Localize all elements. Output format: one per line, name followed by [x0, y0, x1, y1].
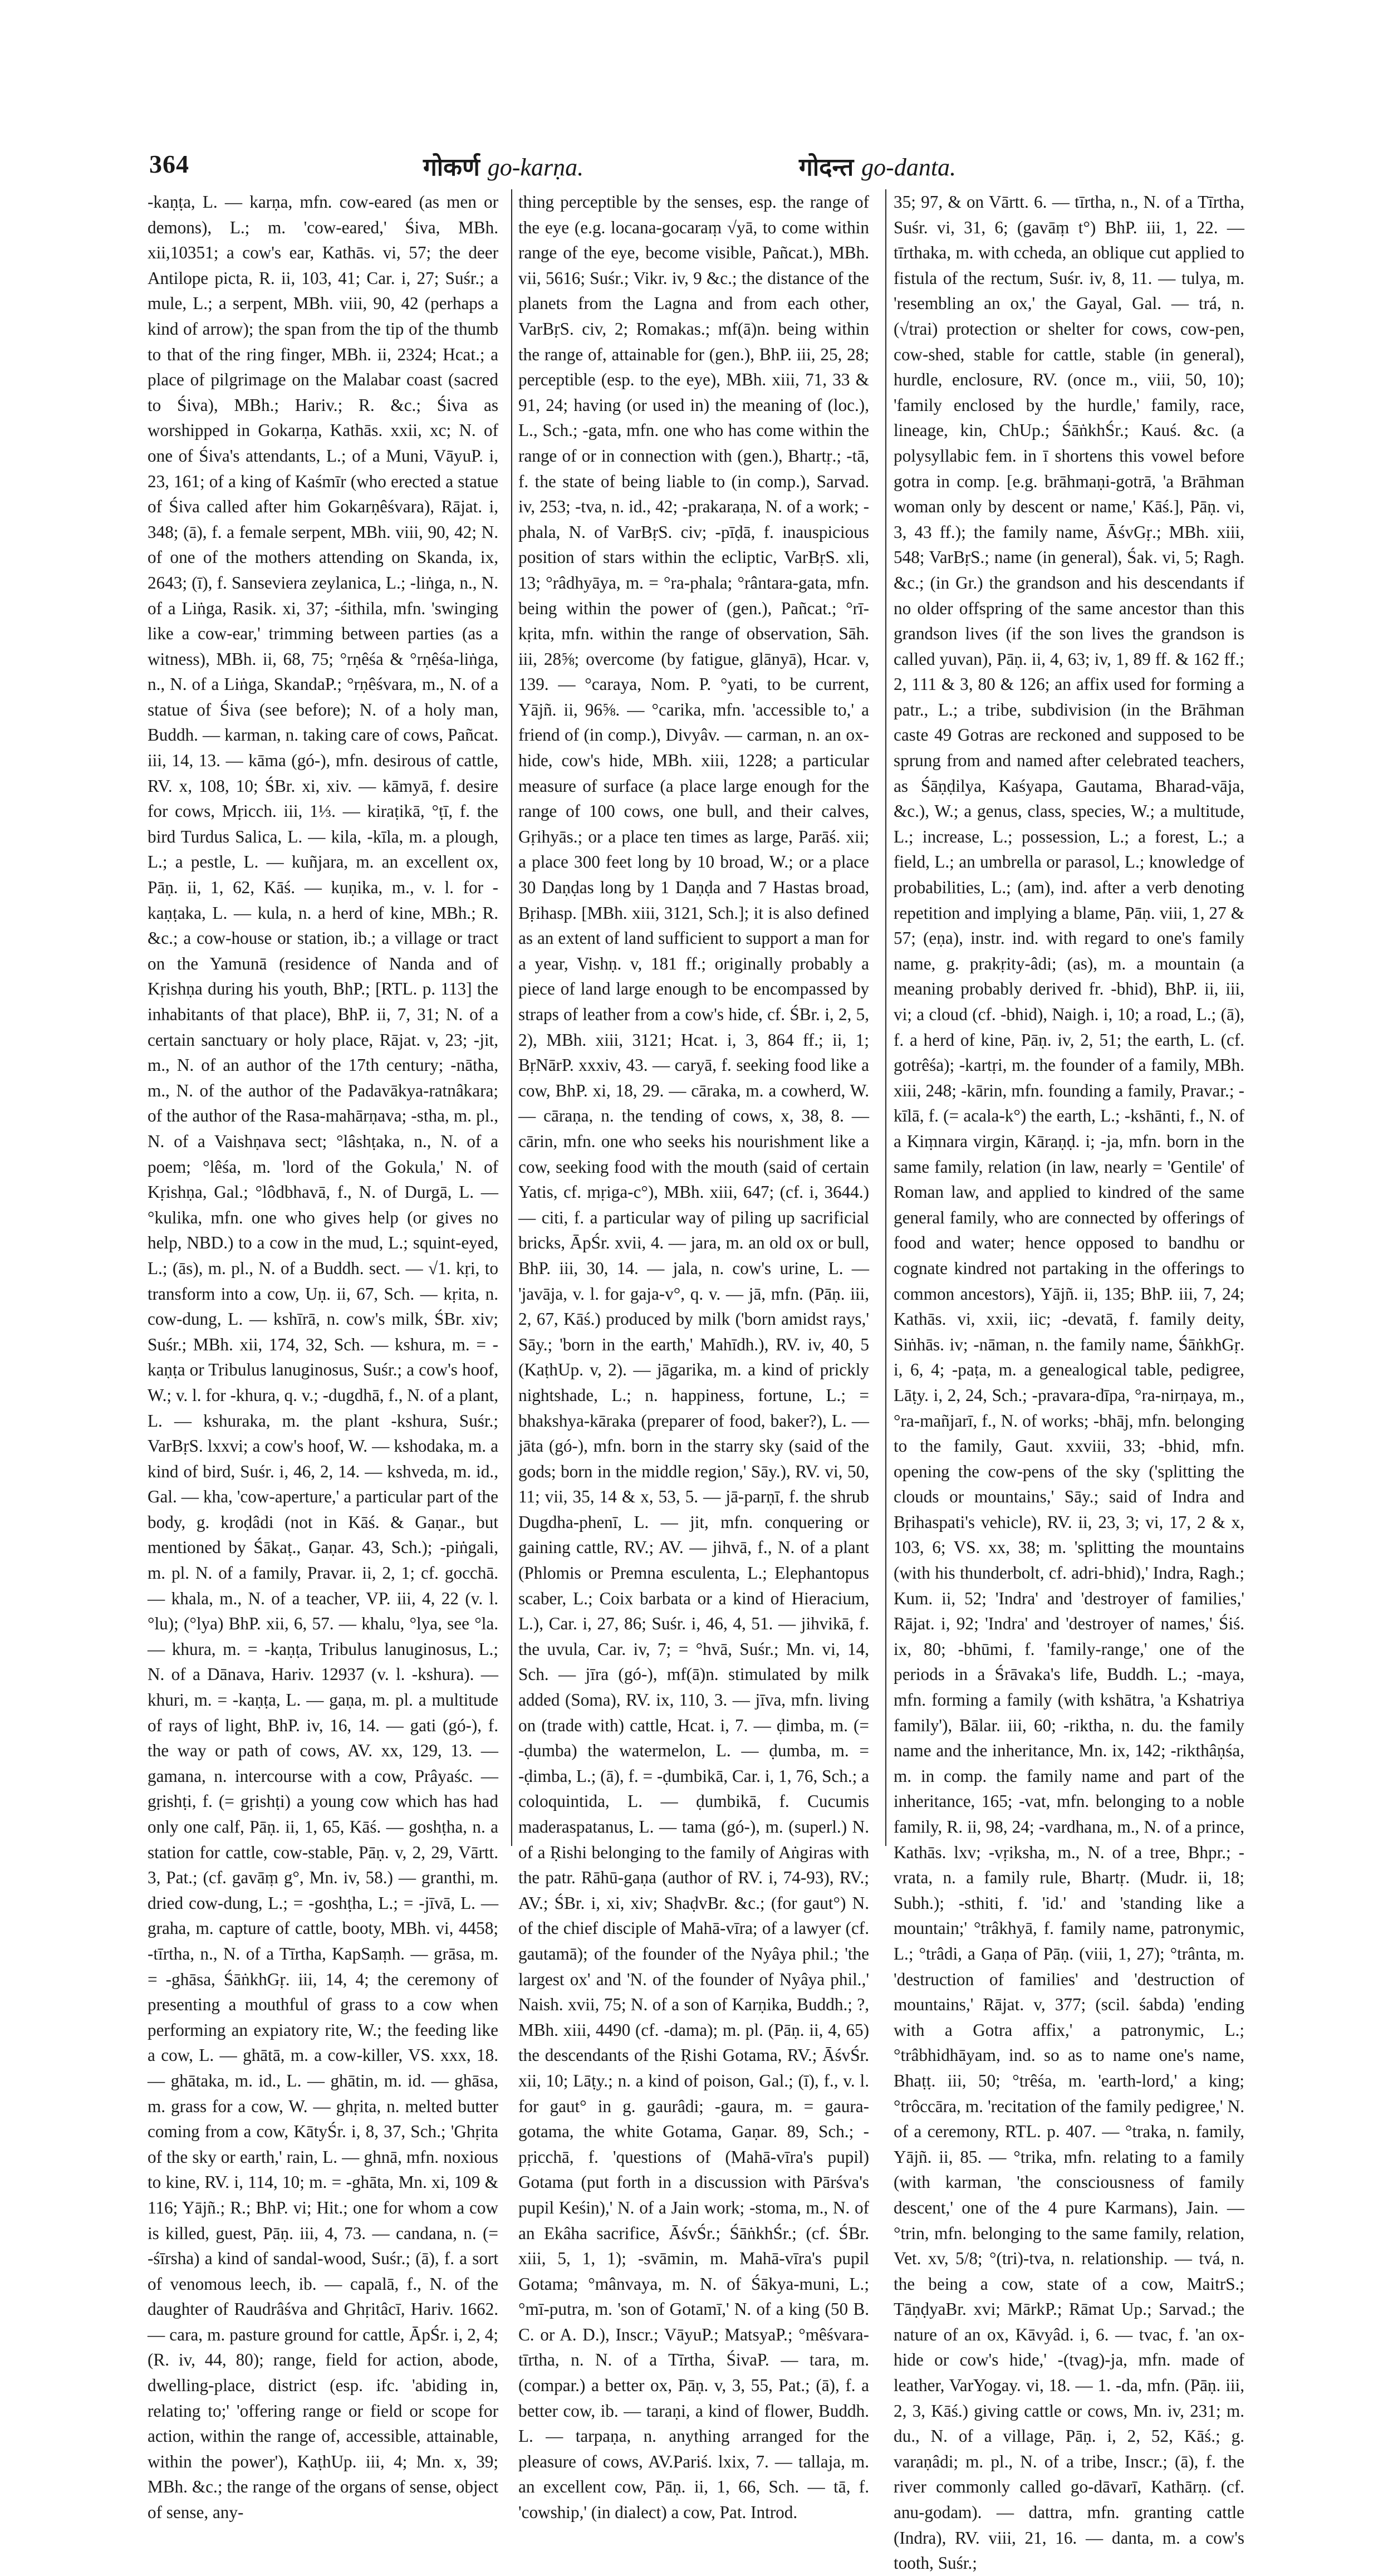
column-right-text: 35; 97, & on Vārtt. 6. — tīrtha, n., N. of a Tīrtha, Suśr. vi, 31, 6; (gavāṃ t°) BhP. iii, 1, 22. — tīrthaka, m. with ccheda, an oblique cut applied to fistula of the rectum, Suśr. iv, 8, 11. — tulya, m. 'resembling an ox,' the Gayal, Gal. — trá, n. (√trai) protection or shelter for cows, cow-pen, cow-shed, stable for cattle, stable (in general), hurdle, enclosure, RV. (once m., viii, 50, 10); 'family enclosed by the hurdle,' family, race, lineage, kin, ChUp.; ŚāṅkhŚr.; Kauś. &c. (a polysyllabic fem. in ī shortens this vowel before gotra in comp. [e.g. brāhmaṇi-gotrā, 'a Brāhman woman only by descent or name,' Kāś.], Pāṇ. vi, 3, 43 ff.); the family name, ĀśvGṛ.; MBh. xiii, 548; VarBṛS.; name (in general), Śak. vi, 5; Ragh. &c.; (in Gr.) the grandson and his descendants if no older offspring of the same ancestor than this grandson lives (if the son lives the grandson is called yuvan), Pāṇ. ii, 4, 63; iv, 1, 89 ff. & 162 ff.; 2, 111 & 3, 80 & 126; an affix used for forming a patr., L.; a tribe, subdivision (in the Brāhman caste 49 Gotras are reckoned and supposed to be sprung from and named after celebrated teachers, as Śāṇḍilya, Kaśyapa, Gautama, Bharad-vāja, &c.), W.; a genus, class, species, W.; a multitude, L.; increase, L.; possession, L.; a forest, L.; a field, L.; an umbrella or parasol, L.; knowledge of probabilities, L.; (am), ind. after a verb denoting repetition and implying a blame, Pāṇ. viii, 1, 27 & 57; (eṇa), instr. ind. with regard to one's family name, g. prakṛity-âdi; (as), m. a mountain (a meaning probably derived fr. -bhid), BhP. ii, iii, vi; a cloud (cf. -bhid), Naigh. i, 10; a road, L.; (ā), f. a herd of kine, Pāṇ. iv, 2, 51; the earth, L. (cf. gotrêśa); -kartṛi, m. the founder of a family, MBh. xiii, 248; -kārin, mfn. founding a family, Pravar.; -kīlā, f. (= acala-k°) the earth, L.; -kshānti, f., N. of a Kiṃnara virgin, Kāraṇḍ. i; -ja, mfn. born in the same family, relation (in law, nearly = 'Gentile' of Roman law, and applied to kindred of the same general family, who are connected by offerings of food and water; hence opposed to bandhu or cognate kindred not partaking in the offerings to common ancestors), Yājñ. ii, 135; BhP. iii, 7, 24; Kathās. vi, xxii, iic; -devatā, f. family deity, Siṅhās. iv; -nāman, n. the family name, ŚāṅkhGṛ. i, 6, 4; -paṭa, m. a genealogical table, pedigree, Lāṭy. i, 2, 24, Sch.; -pravara-dīpa, °ra-nirṇaya, m., °ra-mañjarī, f., N. of works; -bhāj, mfn. belonging to the family, Gaut. xxviii, 33; -bhid, mfn. opening the cow-pens of the sky ('splitting the clouds or mountains,' Sāy.; said of Indra and Bṛihaspati's vehicle), RV. ii, 23, 3; vi, 17, 2 & x, 103, 6; VS. xx, 38; m. 'splitting the mountains (with his thunderbolt, cf. adri-bhid),' Indra, Ragh.; Kum. ii, 52; 'Indra' and 'destroyer of families,' Rājat. i, 92; 'Indra' and 'destroyer of names,' Śiś. ix, 80; -bhūmi, f. 'family-range,' one of the periods in a Śrāvaka's life, Buddh. L.; -maya, mfn. forming a family (with kshātra, 'a Kshatriya family'), Bālar. iii, 60; -riktha, n. du. the family name and the inheritance, Mn. ix, 142; -rikthâṇśa, m. in comp. the family name and part of the inheritance, 165; -vat, mfn. belonging to a noble family, R. ii, 98, 24; -vardhana, m., N. of a prince, Kathās. lxv; -vṛiksha, m., N. of a tree, Bhpr.; -vrata, n. a family rule, Bhartṛ. (Mudr. ii, 18; Subh.); -sthiti, f. 'id.' and 'standing like a mountain;' °trâkhyā, f. family name, patronymic, L.; °trâdi, a Gaṇa of Pāṇ. (viii, 1, 27); °trânta, m. 'destruction of families' and 'destruction of mountains,' Rājat. v, 377; (scil. śabda) 'ending with a Gotra affix,' a patronymic, L.; °trâbhidhāyam, ind. so as to name one's name, Bhaṭṭ. iii, 50; °trêśa, m. 'earth-lord,' a king; °trôccāra, m. 'recitation of the family pedigree,' N. of a ceremony, RTL. p. 407. — °traka, n. family, Yājñ. ii, 85. — °trika, mfn. relating to a family (with karman, 'the consciousness of family descent,' one of the 4 pure Karmans), Jain. — °trin, mfn. belonging to the same family, relation, Vet. xv, 5/8; °(tri)-tva, n. relationship. — tvá, n. the being a cow, state of a cow, MaitrS.; TāṇḍyaBr. xvi; MārkP.; Rāmat Up.; Sarvad.; the nature of an ox, Kāvyâd. i, 6. — tvac, f. 'an ox-hide or cow's hide,' -(tvag)-ja, mfn. made of leather, VarYogay. vi, 18. — 1. -da, mfn. (Pāṇ. iii, 2, 3, Kāś.) giving cattle or cows, Mn. iv, 231; m. du., N. of a village, Pāṇ. i, 2, 52, Kāś.; g. varaṇâdi; m. pl., N. of a tribe, Inscr.; (ā), f. the river commonly called go-dāvarī, Kathārṇ. (cf. anu-godam). — dattra, mfn. granting cattle (Indra), RV. viii, 21, 16. — danta, m. a cow's tooth, Suśr.; — [894, 192, 1244, 2573]
column-middle-text: thing perceptible by the senses, esp. the range of the eye (e.g. locana-gocaraṃ √yā, to come within range of the eye, become visible, Pañcat.), MBh. vii, 5616; Suśr.; Vikr. iv, 9 &c.; the distance of the planets from the Lagna and from each other, VarBṛS. civ, 2; Romakas.; mf(ā)n. being within the range of, attainable for (gen.), BhP. iii, 25, 28; perceptible (esp. to the eye), MBh. xiii, 71, 33 & 91, 24; having (or used in) the meaning of (loc.), L., Sch.; -gata, mfn. one who has come within the range of or in connection with (gen.), Bhartṛ.; -tā, f. the state of being liable to (in comp.), Sarvad. iv, 253; -tva, n. id., 42; -prakaraṇa, N. of a work; -phala, N. of VarBṛS. civ; -pīḍā, f. inauspicious position of stars within the ecliptic, VarBṛS. xli, 13; °râdhyāya, m. = °ra-phala; °rântara-gata, mfn. being within the power of (gen.), Pañcat.; °rī-kṛita, mfn. within the range of observation, Sāh. iii, 28⅝; overcome (by fatigue, glānyā), Hcar. v, 139. — °caraya, Nom. P. °yati, to be current, Yājñ. ii, 96⅝. — °carika, mfn. 'accessible to,' a friend of (in comp.), Divyâv. — carman, n. an ox-hide, cow's hide, MBh. xiii, 1228; a particular measure of surface (a place large enough for the range of 100 cows, one bull, and their calves, Gṛihyās.; or a place ten times as large, Parāś. xii; a place 300 feet long by 10 broad, W.; or a place 30 Daṇḍas long by 1 Daṇḍa and 7 Hastas broad, Bṛihasp. [MBh. xiii, 3121, Sch.]; it is also defined as an extent of land sufficient to support a man for a year, Vishṇ. v, 181 ff.; originally probably a piece of land large enough to be encompassed by straps of leather from a cow's hide, cf. ŚBr. i, 2, 5, 2), MBh. xiii, 3121; Hcat. i, 3, 864 ff.; ii, 1; BṛNārP. xxxiv, 43. — caryā, f. seeking food like a cow, BhP. xi, 18, 29. — cāraka, m. a cowherd, W. — cāraṇa, n. the tending of cows, x, 38, 8. — cārin, mfn. one who seeks his nourishment like a cow, seeking food with the mouth (said of certain Yatis, cf. mṛiga-c°), MBh. xiii, 647; (cf. i, 3644.) — citi, f. a particular way of piling up sacrificial bricks, ĀpŚr. xvii, 4. — jara, m. an old ox or bull, BhP. iii, 30, 14. — jala, n. cow's urine, L. — 'javāja, v. l. for gaja-v°, q. v. — jā, mfn. (Pāṇ. iii, 2, 67, Kāś.) produced by milk ('born amidst rays,' Sāy.; 'born in the earth,' Mahīdh.), RV. iv, 40, 5 (KaṭhUp. v, 2). — jāgarika, m. a kind of prickly nightshade, L.; n. happiness, fortune, L.; = bhakshya-kāraka (preparer of food, baker?), L. — jāta (gó-), mfn. born in the starry sky (said of the gods; born in the middle region,' Sāy.), RV. vi, 50, 11; vii, 35, 14 & x, 53, 5. — jā-parṇī, f. the shrub Dugdha-phenī, L. — jit, mfn. conquering or gaining cattle, RV.; AV. — jihvā, f., N. of a plant (Phlomis or Premna esculenta, L.; Elephantopus scaber, L.; Coix barbata or a kind of Hieracium, L.), Car. i, 27, 86; Suśr. i, 46, 4, 51. — jihvikā, f. the uvula, Car. iv, 7; = °hvā, Suśr.; Mn. vi, 14, Sch. — jīra (gó-), mf(ā)n. stimulated by milk added (Soma), RV. ix, 110, 3. — jīva, mfn. living on (trade with) cattle, Hcat. i, 7. — ḍimba, m. (= -ḍumba) the watermelon, L. — ḍumba, m. = -ḍimba, L.; (ā), f. = -ḍumbikā, Car. i, 1, 76, Sch.; a coloquintida, L. — ḍumbikā, f. Cucumis maderaspatanus, L. — tama (gó-), m. (superl.) N. of a Ṛishi belonging to the family of Aṅgiras with the patr. Rāhū-gaṇa (author of RV. i, 74-93), RV.; AV.; ŚBr. i, xi, xiv; ShaḍvBr. &c.; (for gaut°) N. of the chief disciple of Mahā-vīra; of a lawyer (cf. gautamā); of the founder of the Nyâya phil.; 'the largest ox' and 'N. of the founder of Nyâya phil.,' Naish. xvii, 75; N. of a son of Karṇika, Buddh.; ?, MBh. xiii, 4490 (cf. -dama); m. pl. (Pāṇ. ii, 4, 65) the descendants of the Ṛishi Gotama, RV.; ĀśvŚr. xii, 10; Lāṭy.; n. a kind of poison, Gal.; (ī), f., v. l. for gaut° in g. gaurâdi; -gaura, m. = gaura-gotama, the white Gotama, Gaṇar. 89, Sch.; -pṛicchā, f. 'questions of (Mahā-vīra's pupil) Gotama (put forth in a discussion with Pārśva's pupil Keśin),' N. of a Jain work; -stoma, m., N. of an Ekâha sacrifice, ĀśvŚr.; ŚāṅkhŚr.; (cf. ŚBr. xiii, 5, 1, 1); -svāmin, m. Mahā-vīra's pupil Gotama; °mânvaya, m. N. of Śākya-muni, L.; °mī-putra, m. 'son of Gotamī,' N. of a king (50 B. C. or A. D.), Inscr.; VāyuP.; MatsyaP.; °mêśvara-tīrtha, n. N. of a Tīrtha, ŚivaP. — tara, m. (compar.) a better ox, Pāṇ. v, 3, 55, Pat.; (ā), f. a better cow, ib. — taraṇi, a kind of flower, Buddh. L. — tarpaṇa, n. anything arranged for the pleasure of cows, AV.Pariś. lxix, 7. — tallaja, m. an excellent cow, Pāṇ. ii, 1, 66, Sch. — tā, f. 'cowship,' (in dialect) a cow, Pat. Introd. — [518, 192, 869, 2523]
column-divider-right — [885, 189, 886, 1846]
left-running-head — [423, 149, 583, 183]
page-number: 364 — [149, 150, 189, 178]
text-columns — [148, 189, 1244, 2573]
left-running-head-devanagari: गोकर्ण — [423, 154, 480, 181]
column-right — [894, 189, 1244, 2573]
column-middle — [518, 189, 869, 2523]
right-running-head-roman: go-danta. — [861, 154, 957, 181]
page-header — [148, 139, 1244, 184]
column-left — [148, 189, 498, 2523]
right-running-head — [799, 149, 956, 183]
column-left-text: -kaṇṭa, L. — karṇa, mfn. cow-eared (as men or demons), L.; m. 'cow-eared,' Śiva, MBh. xii,10351; a cow's ear, Kathās. vi, 57; the deer Antilope picta, R. ii, 103, 41; Car. i, 27; Suśr.; a mule, L.; a serpent, MBh. viii, 90, 42 (perhaps a kind of arrow); the span from the tip of the thumb to that of the ring finger, MBh. ii, 2324; Hcat.; a place of pilgrimage on the Malabar coast (sacred to Śiva), MBh.; Hariv.; R. &c.; Śiva as worshipped in Gokarṇa, Kathās. xxii, xc; N. of one of Śiva's attendants, L.; of a Muni, VāyuP. i, 23, 161; of a king of Kaśmīr (who erected a statue of Śiva called after him Gokarṇêśvara), Rājat. i, 348; (ā), f. a female serpent, MBh. viii, 90, 42; N. of one of the mothers attending on Skanda, ix, 2643; (ī), f. Sanseviera zeylanica, L.; -liṅga, n., N. of a Liṅga, Rasik. xi, 37; -śithila, mfn. 'swinging like a cow-ear,' trimming between parties (as a witness), MBh. ii, 68, 75; °rṇêśa & °rṇêśa-liṅga, n., N. of a Liṅga, SkandaP.; °rṇêśvara, m., N. of a statue of Śiva (see before); N. of a holy man, Buddh. — karman, n. taking care of cows, Pañcat. iii, 14, 13. — kāma (gó-), mfn. desirous of cattle, RV. x, 108, 10; ŚBr. xi, xiv. — kāmyā, f. desire for cows, Mṛicch. iii, 1⅓. — kiraṭikā, °ṭī, f. the bird Turdus Salica, L. — kila, -kīla, m. a plough, L.; a pestle, L. — kuñjara, m. an excellent ox, Pāṇ. ii, 1, 62, Kāś. — kuṇika, m., v. l. for -kaṇṭaka, L. — kula, n. a herd of kine, MBh.; R. &c.; a cow-house or station, ib.; a village or tract on the Yamunā (residence of Nanda and of Kṛishṇa during his youth, BhP.; [RTL. p. 113] the inhabitants of that place), BhP. ii, 7, 31; N. of a certain sanctuary or holy place, Rājat. v, 23; -jit, m., N. of an author of the 17th century; -nātha, m., N. of the author of the Padavākya-ratnâkara; of the author of the Rasa-mahārṇava; -stha, m. pl., N. of a Vaishṇava sect; °lâshṭaka, n., N. of a poem; °lêśa, m. 'lord of the Gokula,' N. of Kṛishṇa, Gal.; °lôdbhavā, f., N. of Durgā, L. — °kulika, mfn. one who gives help (or gives no help, NBD.) to a cow in the mud, L.; squint-eyed, L.; (ās), m. pl., N. of a Buddh. sect. — √1. kṛi, to transform into a cow, Uṇ. ii, 67, Sch. — kṛita, n. cow-dung, L. — kshīrā, n. cow's milk, ŚBr. xiv; Suśr.; MBh. xii, 174, 32, Sch. — kshura, m. = -kaṇṭa or Tribulus lanuginosus, Suśr.; a cow's hoof, W.; v. l. for -khura, q. v.; -dugdhā, f., N. of a plant, L. — kshuraka, m. the plant -kshura, Suśr.; VarBṛS. lxxvi; a cow's hoof, W. — kshodaka, m. a kind of bird, Suśr. i, 46, 2, 14. — kshveda, m. id., Gal. — kha, 'cow-aperture,' a particular part of the body, g. kroḍâdi (not in Kāś. & Gaṇar., but mentioned by Śākaṭ., Gaṇar. 43, Sch.); -piṅgali, m. pl. N. of a family, Pravar. ii, 2, 1; cf. gocchā. — khala, m., N. of a teacher, VP. iii, 4, 22 (v. l. °lu); (°lya) BhP. xii, 6, 57. — khalu, °lya, see °la. — khura, m. = -kaṇṭa, Tribulus lanuginosus, L.; N. of a Dānava, Hariv. 12937 (v. l. -kshura). — khuri, m. = -kaṇṭa, L. — gaṇa, m. pl. a multitude of rays of light, BhP. iv, 16, 14. — gati (gó-), f. the way or path of cows, AV. xx, 129, 13. — gamana, n. intercourse with a cow, Prâyaśc. — gṛishṭi, f. (= gṛishṭi) a young cow which has had only one calf, Pāṇ. ii, 1, 65, Kāś. — goshṭha, n. a station for cattle, cow-stable, Pāṇ. v, 2, 29, Vārtt. 3, Pat.; (cf. gavāṃ g°, Mn. iv, 58.) — granthi, m. dried cow-dung, L.; = -goshṭha, L.; = -jīvā, L. — graha, m. capture of cattle, booty, MBh. vi, 4458; -tīrtha, n., N. of a Tīrtha, KapSaṃh. — grāsa, m. = -ghāsa, ŚāṅkhGṛ. iii, 14, 4; the ceremony of presenting a mouthful of grass to a cow when performing an expiatory rite, W.; the feeding like a cow, L. — ghātā, m. a cow-killer, VS. xxx, 18. — ghātaka, m. id., L. — ghātin, m. id. — ghāsa, m. grass for a cow, W. — ghṛita, n. melted butter coming from a cow, KātyŚr. i, 8, 37, Sch.; 'Ghṛita of the sky or earth,' rain, L. — ghnā, mfn. noxious to kine, RV. i, 114, 10; m. = -ghāta, Mn. xi, 109 & 116; Yājñ.; R.; BhP. vi; Hit.; one for whom a cow is killed, guest, Pāṇ. iii, 4, 73. — candana, n. (= -śīrsha) a kind of sandal-wood, Suśr.; (ā), f. a sort of venomous leech, ib. — capalā, f., N. of the daughter of Raudrâśva and Ghṛitâcī, Hariv. 1662. — cara, m. pasture ground for cattle, ĀpŚr. i, 2, 4; (R. iv, 44, 80); range, field for action, abode, dwelling-place, district (esp. ifc. 'abiding in, relating to;' 'offering range or field or scope for action, within the range of, accessible, attainable, within the power'), KaṭhUp. iii, 4; Mn. x, 39; MBh. &c.; the range of the organs of sense, object of sense, any- — [148, 192, 498, 2523]
column-divider-left — [511, 189, 512, 1846]
left-running-head-roman: go-karṇa. — [487, 154, 584, 181]
right-running-head-devanagari: गोदन्त — [799, 154, 854, 181]
